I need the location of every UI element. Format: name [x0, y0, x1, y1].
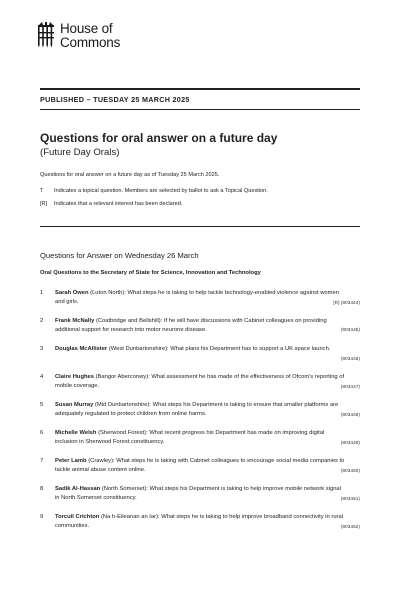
question-text: If he will have discussions with Cabinet colleagues on providing additional support for research into motor neurone disease. [55, 318, 327, 333]
member-name: Claire Hughes [55, 374, 94, 380]
house-of-commons-logo [36, 22, 120, 50]
question-ref: (903450) [340, 469, 360, 474]
department-heading: Oral Questions to the Secretary of State for Science, Innovation and Technology [40, 270, 261, 276]
question-number: 9 [40, 514, 44, 520]
question-number: 6 [40, 430, 44, 436]
member-name: Frank McNally [55, 318, 95, 324]
question-body [55, 373, 347, 391]
question-ref: (903449) [340, 441, 360, 446]
top-rule [40, 88, 360, 90]
key-interest [40, 201, 182, 207]
constituency: (Bangor Aberconwy): [95, 374, 150, 380]
member-name: Douglas McAllister [55, 346, 108, 352]
question-body [55, 485, 347, 503]
question-ref: (903452) [340, 525, 360, 530]
key-text: Indicates that a relevant interest has been declared. [54, 201, 183, 207]
page-title: Questions for oral answer on a future day [40, 131, 278, 145]
constituency: (North Somerset): [101, 486, 148, 492]
question-text: What steps he is taking to help improve broadband connectivity in rural communities. [55, 514, 343, 529]
question-text: What steps he is taking with Cabinet colleagues to encourage social media companies to tackle animal abuse content online. [55, 458, 345, 473]
question-body [55, 513, 347, 531]
constituency: (Mid Dunbartonshire): [94, 402, 152, 408]
constituency: (West Dunbartonshire): [108, 346, 169, 352]
section-rule [40, 226, 360, 227]
question-number: 3 [40, 346, 44, 352]
question-text: What recent progress his Department has made on improving digital inclusion in Sherwood Forest constituency. [55, 430, 325, 445]
logo-line-2: Commons [60, 35, 121, 50]
logo-line-1: House of [60, 21, 113, 36]
member-name: Sarah Owen [55, 290, 89, 296]
question-text: What steps he is taking to help tackle technology-enabled violence against women and girls. [55, 290, 339, 305]
intro-text: Questions for oral answer on a future day as of Tuesday 25 March 2025. [40, 172, 220, 178]
member-name: Michelle Welsh [55, 430, 97, 436]
key-text: Indicates a topical question. Members are selected by ballot to ask a Topical Question. [54, 188, 268, 194]
constituency: (Crawley): [88, 458, 115, 464]
question-number: 1 [40, 290, 44, 296]
question-ref: (903448) [340, 413, 360, 418]
question-ref: (903446) [340, 357, 360, 362]
constituency: (Coatbridge and Bellshill): [95, 318, 163, 324]
question-text: What steps his Department is taking to help improve mobile network signal in North Somerset constituency. [55, 486, 341, 501]
question-body [55, 317, 347, 335]
member-name: Susan Murray [55, 402, 94, 408]
question-number: 2 [40, 318, 44, 324]
member-name: Torcuil Crichton [55, 514, 100, 520]
member-name: Peter Lamb [55, 458, 87, 464]
question-number: 7 [40, 458, 44, 464]
key-topical [40, 188, 268, 194]
question-number: 5 [40, 402, 44, 408]
constituency: (Sherwood Forest): [98, 430, 148, 436]
question-text: What plans his Department has to support a UK space launch. [170, 346, 331, 352]
published-rule [40, 109, 360, 110]
question-body [55, 345, 347, 354]
logo-wordmark [60, 22, 120, 50]
question-body [55, 289, 347, 307]
key-symbol: [R] [40, 201, 48, 207]
page-subtitle: (Future Day Orals) [40, 147, 120, 158]
question-ref: (903447) [340, 385, 360, 390]
question-text: What steps his Department is taking to ensure that smaller platforms are adequately regulated to protect children from online harms. [55, 402, 339, 417]
constituency: (Luton North): [90, 290, 126, 296]
published-date: PUBLISHED – TUESDAY 25 MARCH 2025 [40, 95, 190, 104]
portcullis-icon [36, 22, 56, 48]
question-body [55, 401, 347, 419]
question-body [55, 457, 347, 475]
question-ref: (903451) [340, 497, 360, 502]
question-ref: [R] (903444) [333, 301, 360, 306]
question-number: 4 [40, 374, 44, 380]
constituency: (Na h-Eileanan an Iar): [100, 514, 160, 520]
question-number: 8 [40, 486, 44, 492]
member-name: Sadik Al-Hassan [55, 486, 101, 492]
question-body [55, 429, 347, 447]
key-symbol: T [40, 188, 44, 194]
question-text: What assessment he has made of the effectiveness of Ofcom's reporting of mobile coverage. [55, 374, 345, 389]
section-heading: Questions for Answer on Wednesday 26 March [40, 251, 199, 260]
question-ref: (903445) [340, 328, 360, 333]
